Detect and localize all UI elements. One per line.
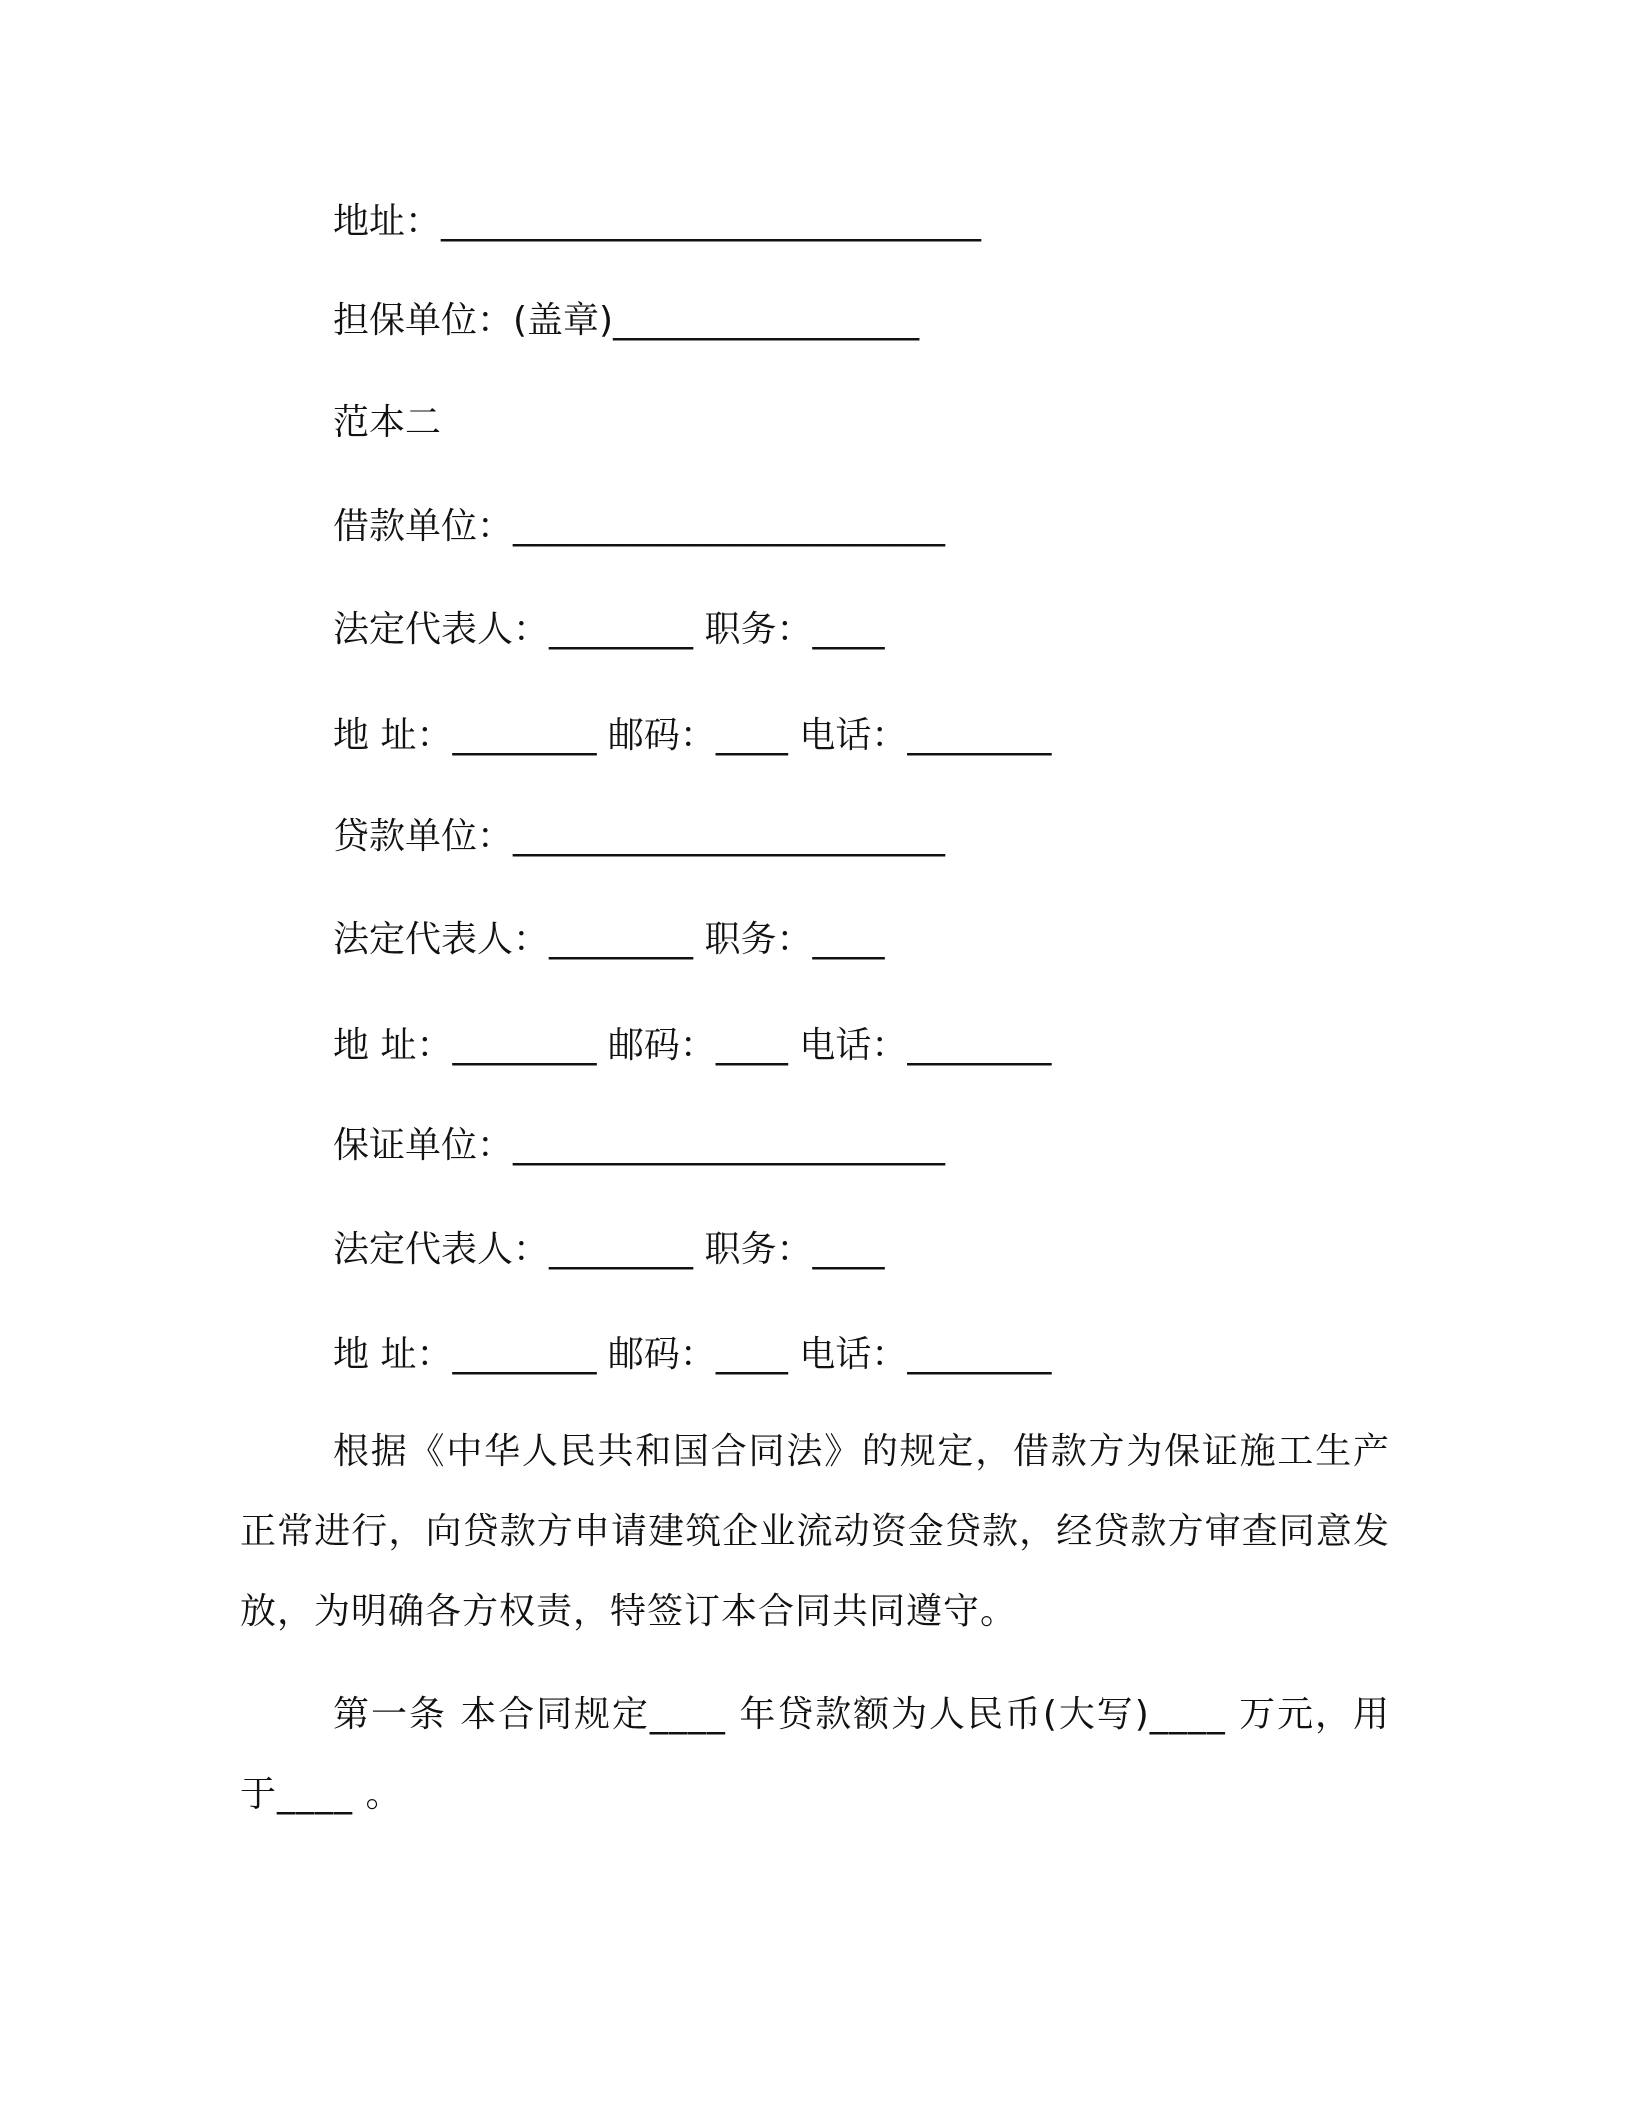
- guarantor-representative-line: 法定代表人：________ 职务：____: [333, 1229, 885, 1270]
- guarantor-seal-line: 担保单位：(盖章)_________________: [333, 300, 920, 341]
- contract-intro-paragraph: 根据《中华人民共和国合同法》的规定，借款方为保证施工生产正常进行，向贷款方申请建筑企业流动资金贷款，经贷款方审查同意发放，为明确各方权责，特签订本合同共同遵守。: [240, 1431, 1390, 1632]
- borrower-address-line: 地 址：________ 邮码：____ 电话：________: [333, 715, 1052, 756]
- borrower-representative-line: 法定代表人：________ 职务：____: [333, 609, 885, 650]
- lender-representative-line: 法定代表人：________ 职务：____: [333, 919, 885, 960]
- guarantor-line: 保证单位：________________________: [333, 1125, 946, 1166]
- lender-address-line: 地 址：________ 邮码：____ 电话：________: [333, 1025, 1052, 1066]
- borrower-line: 借款单位：________________________: [333, 506, 946, 547]
- lender-line: 贷款单位：________________________: [333, 816, 946, 857]
- guarantor-address-line: 地 址：________ 邮码：____ 电话：________: [333, 1334, 1052, 1375]
- template-two-heading: 范本二: [333, 402, 442, 443]
- address-line: 地址：______________________________: [333, 201, 982, 242]
- article-one-paragraph: 第一条 本合同规定____ 年贷款额为人民币(大写)____ 万元，用于____ 。: [240, 1694, 1390, 1815]
